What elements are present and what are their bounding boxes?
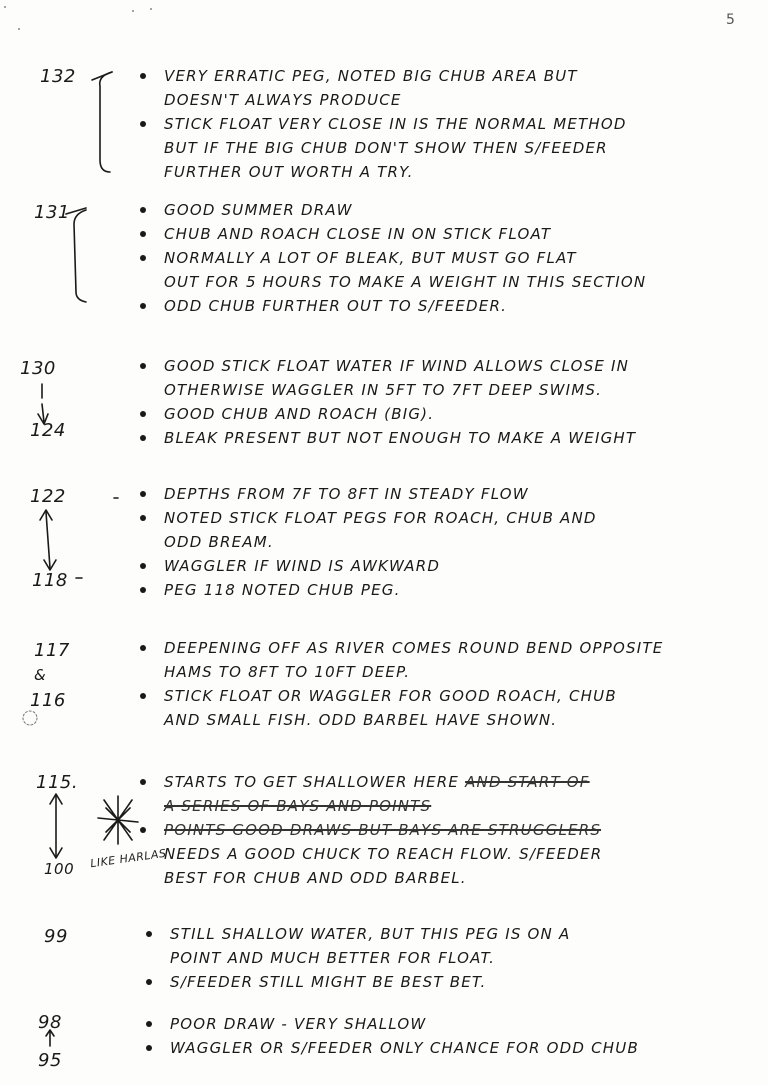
note-text: PEG 118 NOTED CHUB PEG. (164, 581, 401, 599)
notes-list (136, 636, 756, 732)
note-text: POOR DRAW - VERY SHALLOW (170, 1015, 427, 1033)
margin-annotation: LIKE HARLAS (89, 846, 168, 871)
peg-range-end: 124 (30, 420, 66, 441)
bullet-icon (146, 1045, 152, 1051)
peg-range-end: 118 (32, 570, 68, 591)
note-item (136, 818, 756, 842)
note-text: STILL SHALLOW WATER, BUT THIS PEG IS ON A POINT AND MUCH BETTER FOR FLOAT. (170, 925, 571, 967)
notes-list (136, 482, 756, 602)
bullet-icon (140, 435, 146, 441)
peg-number: 131 (34, 202, 70, 223)
bullet-icon (140, 563, 146, 569)
struck-text: AND START OF (465, 773, 590, 791)
bullet-icon (140, 491, 146, 497)
note-text: DEPTHS FROM 7F TO 8FT IN STEADY FLOW (164, 485, 529, 503)
note-text: NOTED STICK FLOAT PEGS FOR ROACH, CHUB AND ODD BREAM. (164, 509, 597, 551)
notes-list (142, 922, 762, 994)
scan-speck (132, 10, 134, 12)
note-item (136, 578, 756, 602)
note-item (136, 554, 756, 578)
peg-range-end: 100 (44, 860, 75, 878)
note-text: STICK FLOAT OR WAGGLER FOR GOOD ROACH, CHUB AND SMALL FISH. ODD BARBEL HAVE SHOWN. (164, 687, 617, 729)
peg-range-end: 116 (30, 690, 66, 711)
notes-list (136, 64, 756, 184)
notes-list (136, 354, 756, 450)
bullet-icon (140, 231, 146, 237)
peg-section-115-100 (0, 768, 768, 888)
scan-speck (18, 28, 20, 30)
peg-range-start: 98 (38, 1012, 62, 1033)
note-item (136, 222, 756, 246)
note-item (136, 294, 756, 318)
bullet-icon (146, 979, 152, 985)
bullet-icon (140, 827, 146, 833)
note-item (136, 770, 756, 794)
bullet-icon (140, 73, 146, 79)
note-text: VERY ERRATIC PEG, NOTED BIG CHUB AREA BUT DOESN'T ALWAYS PRODUCE (164, 67, 578, 109)
bullet-icon (140, 645, 146, 651)
bullet-icon (140, 515, 146, 521)
note-text: WAGGLER OR S/FEEDER ONLY CHANCE FOR ODD CHUB (170, 1039, 639, 1057)
bullet-icon (140, 255, 146, 261)
peg-section-130-124 (0, 352, 768, 452)
peg-range-start: 115. (36, 772, 79, 793)
peg-range-start: 130 (20, 358, 56, 379)
peg-section-132 (0, 62, 768, 182)
note-item (142, 1012, 762, 1036)
note-item (136, 842, 756, 890)
note-item (136, 198, 756, 222)
note-text: NEEDS A GOOD CHUCK TO REACH FLOW. S/FEEDER BEST FOR CHUB AND ODD BARBEL. (164, 845, 603, 887)
peg-range-end: 95 (38, 1050, 62, 1071)
note-text: WAGGLER IF WIND IS AWKWARD (164, 557, 441, 575)
peg-number: 99 (44, 926, 68, 947)
bullet-icon (140, 779, 146, 785)
bullet-icon (140, 693, 146, 699)
bullet-icon (140, 207, 146, 213)
notes-list (136, 770, 756, 890)
bullet-icon (140, 363, 146, 369)
note-item (142, 970, 762, 994)
note-text: STARTS TO GET SHALLOWER HERE (164, 773, 460, 791)
note-text: CHUB AND ROACH CLOSE IN ON STICK FLOAT (164, 225, 552, 243)
notes-list (142, 1012, 762, 1060)
peg-joiner: & (34, 666, 47, 684)
peg-section-131 (0, 198, 768, 318)
note-text: S/FEEDER STILL MIGHT BE BEST BET. (170, 973, 487, 991)
peg-section-117-116 (0, 636, 768, 736)
note-text: ODD CHUB FURTHER OUT TO S/FEEDER. (164, 297, 508, 315)
bullet-icon (146, 1021, 152, 1027)
note-item (136, 482, 756, 506)
note-item (136, 64, 756, 112)
page-number: 5 (726, 12, 735, 28)
note-item (136, 684, 756, 732)
struck-text: A SERIES OF BAYS AND POINTS (164, 797, 432, 815)
peg-section-98-95 (0, 1010, 768, 1080)
peg-number: 132 (40, 66, 76, 87)
note-text: GOOD CHUB AND ROACH (BIG). (164, 405, 435, 423)
peg-section-122-118 (0, 482, 768, 602)
scan-speck (4, 6, 6, 8)
peg-range-start: 122 (30, 486, 66, 507)
note-item (142, 922, 762, 970)
note-item (136, 636, 756, 684)
note-text: NORMALLY A LOT OF BLEAK, BUT MUST GO FLAT OUT FOR 5 HOURS TO MAKE A WEIGHT IN THIS SECTION (164, 249, 647, 291)
note-item (136, 794, 756, 818)
note-text: DEEPENING OFF AS RIVER COMES ROUND BEND OPPOSITE HAMS TO 8FT TO 10FT DEEP. (164, 639, 664, 681)
note-item (136, 354, 756, 402)
bullet-icon (140, 587, 146, 593)
note-item (136, 426, 756, 450)
bullet-icon (140, 303, 146, 309)
bullet-icon (140, 121, 146, 127)
peg-section-99 (0, 922, 768, 992)
note-item (136, 506, 756, 554)
note-item (142, 1036, 762, 1060)
bullet-icon (140, 411, 146, 417)
scan-speck (150, 8, 152, 10)
note-text: GOOD SUMMER DRAW (164, 201, 353, 219)
note-item (136, 112, 756, 184)
note-item (136, 402, 756, 426)
note-text: STICK FLOAT VERY CLOSE IN IS THE NORMAL METHOD BUT IF THE BIG CHUB DON'T SHOW THEN S/FEEDER FURTHER OUT WORTH A TRY. (164, 115, 627, 181)
peg-range-start: 117 (34, 640, 70, 661)
bullet-icon (146, 931, 152, 937)
note-text: GOOD STICK FLOAT WATER IF WIND ALLOWS CLOSE IN OTHERWISE WAGGLER IN 5FT TO 7FT DEEP SWIMS. (164, 357, 630, 399)
notes-list (136, 198, 756, 318)
struck-text: POINTS GOOD DRAWS BUT BAYS ARE STRUGGLERS (164, 821, 602, 839)
note-item (136, 246, 756, 294)
note-text: BLEAK PRESENT BUT NOT ENOUGH TO MAKE A WEIGHT (164, 429, 637, 447)
